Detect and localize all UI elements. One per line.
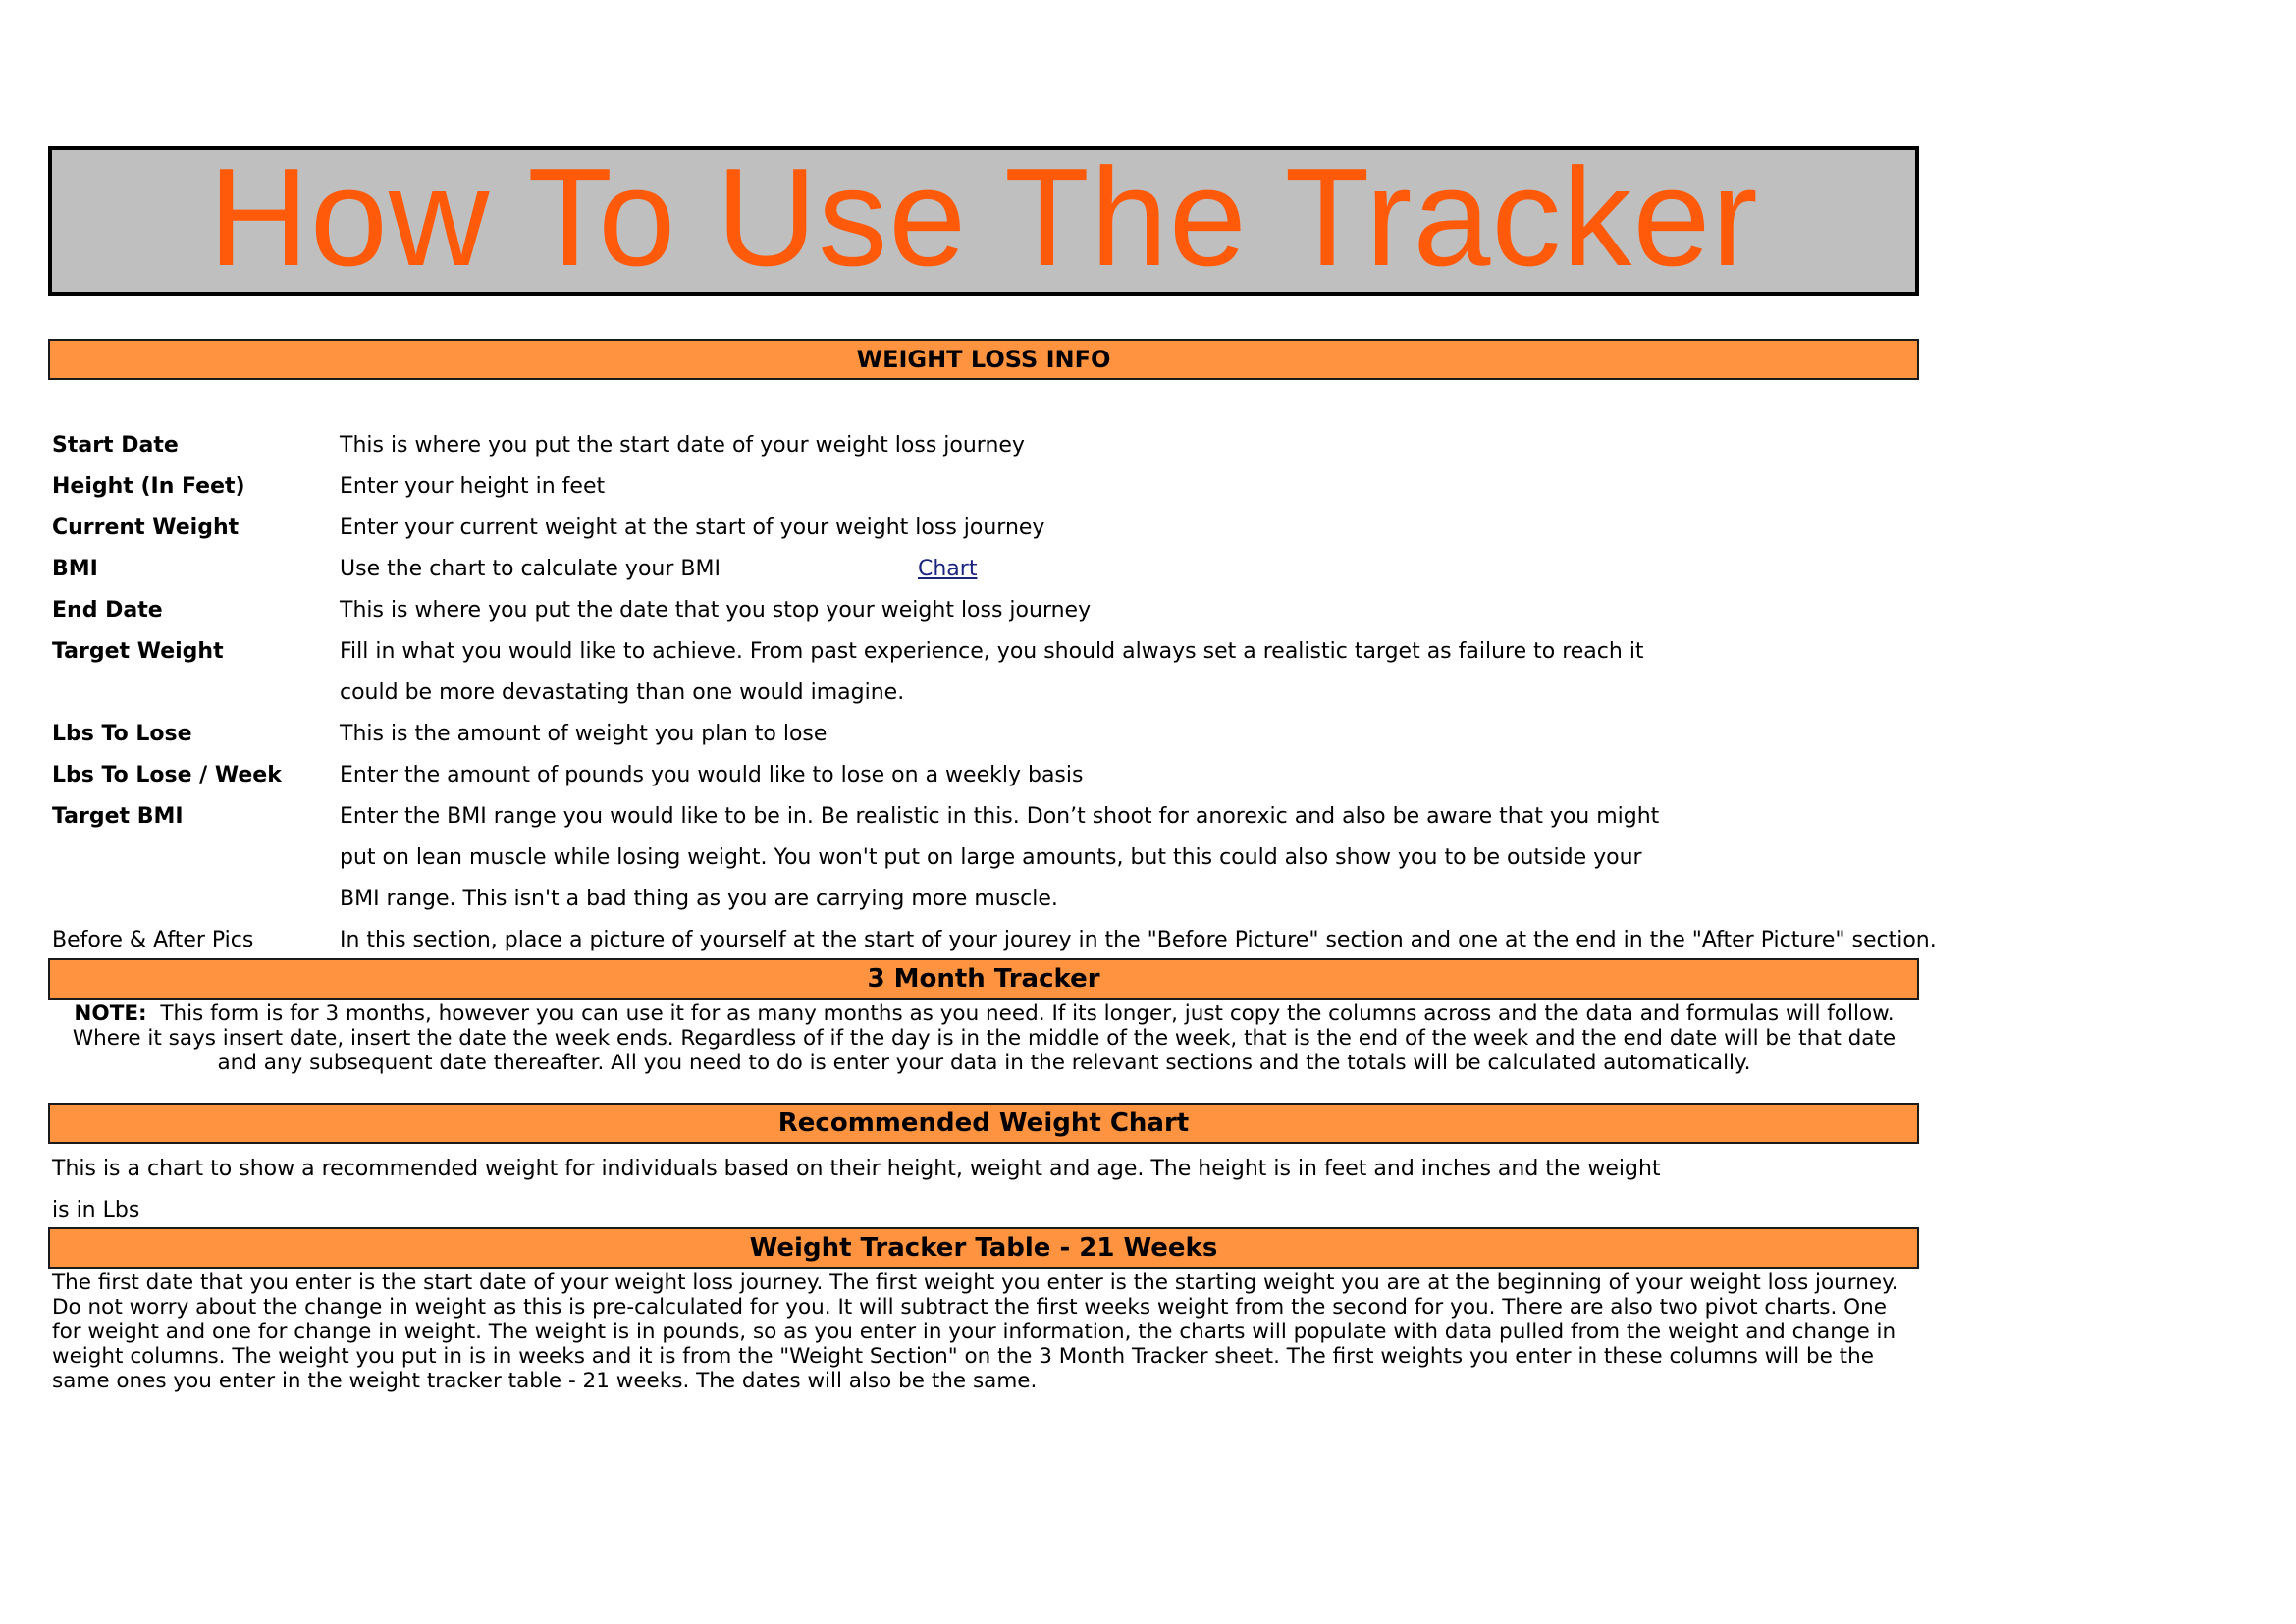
info-row-target-weight — [52, 630, 1917, 672]
info-label: Before & After Pics — [52, 928, 254, 952]
info-desc: This is where you put the date that you stop your weight loss journey — [340, 598, 1092, 623]
weight-tracker-table-header — [48, 1227, 1919, 1269]
info-label: Height (In Feet) — [52, 474, 245, 499]
tracker-table-text: The first date that you enter is the start date of your weight loss journey. The first weight you enter is the starting weight you are at the beginning of your weight loss journey. Do not worry about the change in weight as this is pre-calculated for you. It will subtract the first weeks weight from the second for you. There are also two pivot charts. One for weight and one for change in weight. The weight is in pounds, so as you enter in your information, the charts will populate with data pulled from the weight and change in weight columns. The weight you put in is in weeks and it is from the "Weight Section" on the 3 Month Tracker sheet. The first weights you enter in these columns will be the same ones you enter in the weight tracker table - 21 weeks. The dates will also be the same. — [52, 1271, 1898, 1393]
info-desc: Enter the BMI range you would like to be in. Be realistic in this. Don’t shoot for anorexic and also be aware that you might — [340, 804, 1660, 829]
three-month-note — [54, 1001, 1914, 1075]
info-row-current-weight — [52, 507, 1917, 548]
info-row-target-bmi — [52, 795, 1917, 837]
bmi-chart-link[interactable]: Chart — [918, 557, 978, 581]
weight-loss-info-header-label: WEIGHT LOSS INFO — [856, 346, 1111, 373]
info-desc: could be more devastating than one would imagine. — [340, 680, 905, 705]
info-desc: Enter your height in feet — [340, 474, 606, 499]
info-label: Target BMI — [52, 804, 184, 829]
weight-loss-info-header — [48, 339, 1919, 380]
info-row-start-date — [52, 424, 1917, 465]
recommended-text-line-1: This is a chart to show a recommended weight for individuals based on their height, weight and age. The height is in feet and inches and the weight — [52, 1157, 1661, 1181]
info-label: Current Weight — [52, 515, 240, 540]
info-desc: This is where you put the start date of your weight loss journey — [340, 433, 1025, 458]
info-desc: Enter your current weight at the start of your weight loss journey — [340, 515, 1045, 540]
info-label: Lbs To Lose — [52, 722, 192, 746]
info-label: Start Date — [52, 433, 179, 458]
info-label: Target Weight — [52, 639, 224, 664]
info-row-target-bmi-cont2 — [52, 878, 1917, 919]
note-text: This form is for 3 months, however you can use it for as many months as you need. If its longer, just copy the columns across and the data and formulas will follow. Where it says insert date, insert the date the week ends. Regardless of if the day is in the middle of the week, that is the end of the week and the end date will be that date and any subsequent date thereafter. All you need to do is enter your data in the relevant sections and the totals will be calculated automatically. — [72, 1001, 1896, 1075]
info-desc: In this section, place a picture of yourself at the start of your jourey in the "Before Picture" section and one at the end in the "After Picture" section. — [340, 928, 1937, 952]
info-label: End Date — [52, 598, 163, 623]
info-desc: put on lean muscle while losing weight. You won't put on large amounts, but this could also show you to be outside your — [340, 845, 1642, 870]
info-row-height — [52, 465, 1917, 507]
info-row-end-date — [52, 589, 1917, 630]
info-label: Lbs To Lose / Week — [52, 763, 282, 787]
info-desc: Enter the amount of pounds you would like to lose on a weekly basis — [340, 763, 1084, 787]
info-row-target-bmi-cont1 — [52, 837, 1917, 878]
info-desc: Use the chart to calculate your BMI — [340, 557, 721, 581]
info-row-before-after — [52, 919, 1937, 960]
weight-tracker-table-header-label: Weight Tracker Table - 21 Weeks — [749, 1233, 1218, 1263]
title-banner — [48, 139, 1919, 296]
info-row-lbs-to-lose — [52, 713, 1917, 754]
info-row-target-weight-cont — [52, 672, 1917, 713]
info-row-bmi — [52, 548, 1917, 589]
info-desc: This is the amount of weight you plan to lose — [340, 722, 828, 746]
page-title: How To Use The Tracker — [208, 139, 1759, 296]
three-month-tracker-header — [48, 958, 1919, 1000]
info-desc: BMI range. This isn't a bad thing as you are carrying more muscle. — [340, 887, 1058, 911]
info-desc: Fill in what you would like to achieve. From past experience, you should always set a realistic target as failure to reach it — [340, 639, 1644, 664]
recommended-weight-chart-header — [48, 1103, 1919, 1144]
info-row-lbs-per-week — [52, 754, 1917, 795]
note-label: NOTE: — [74, 1001, 147, 1026]
recommended-weight-chart-header-label: Recommended Weight Chart — [777, 1109, 1190, 1138]
recommended-text-line-2: is in Lbs — [52, 1198, 140, 1222]
three-month-tracker-header-label: 3 Month Tracker — [867, 964, 1100, 994]
info-label: BMI — [52, 557, 98, 581]
